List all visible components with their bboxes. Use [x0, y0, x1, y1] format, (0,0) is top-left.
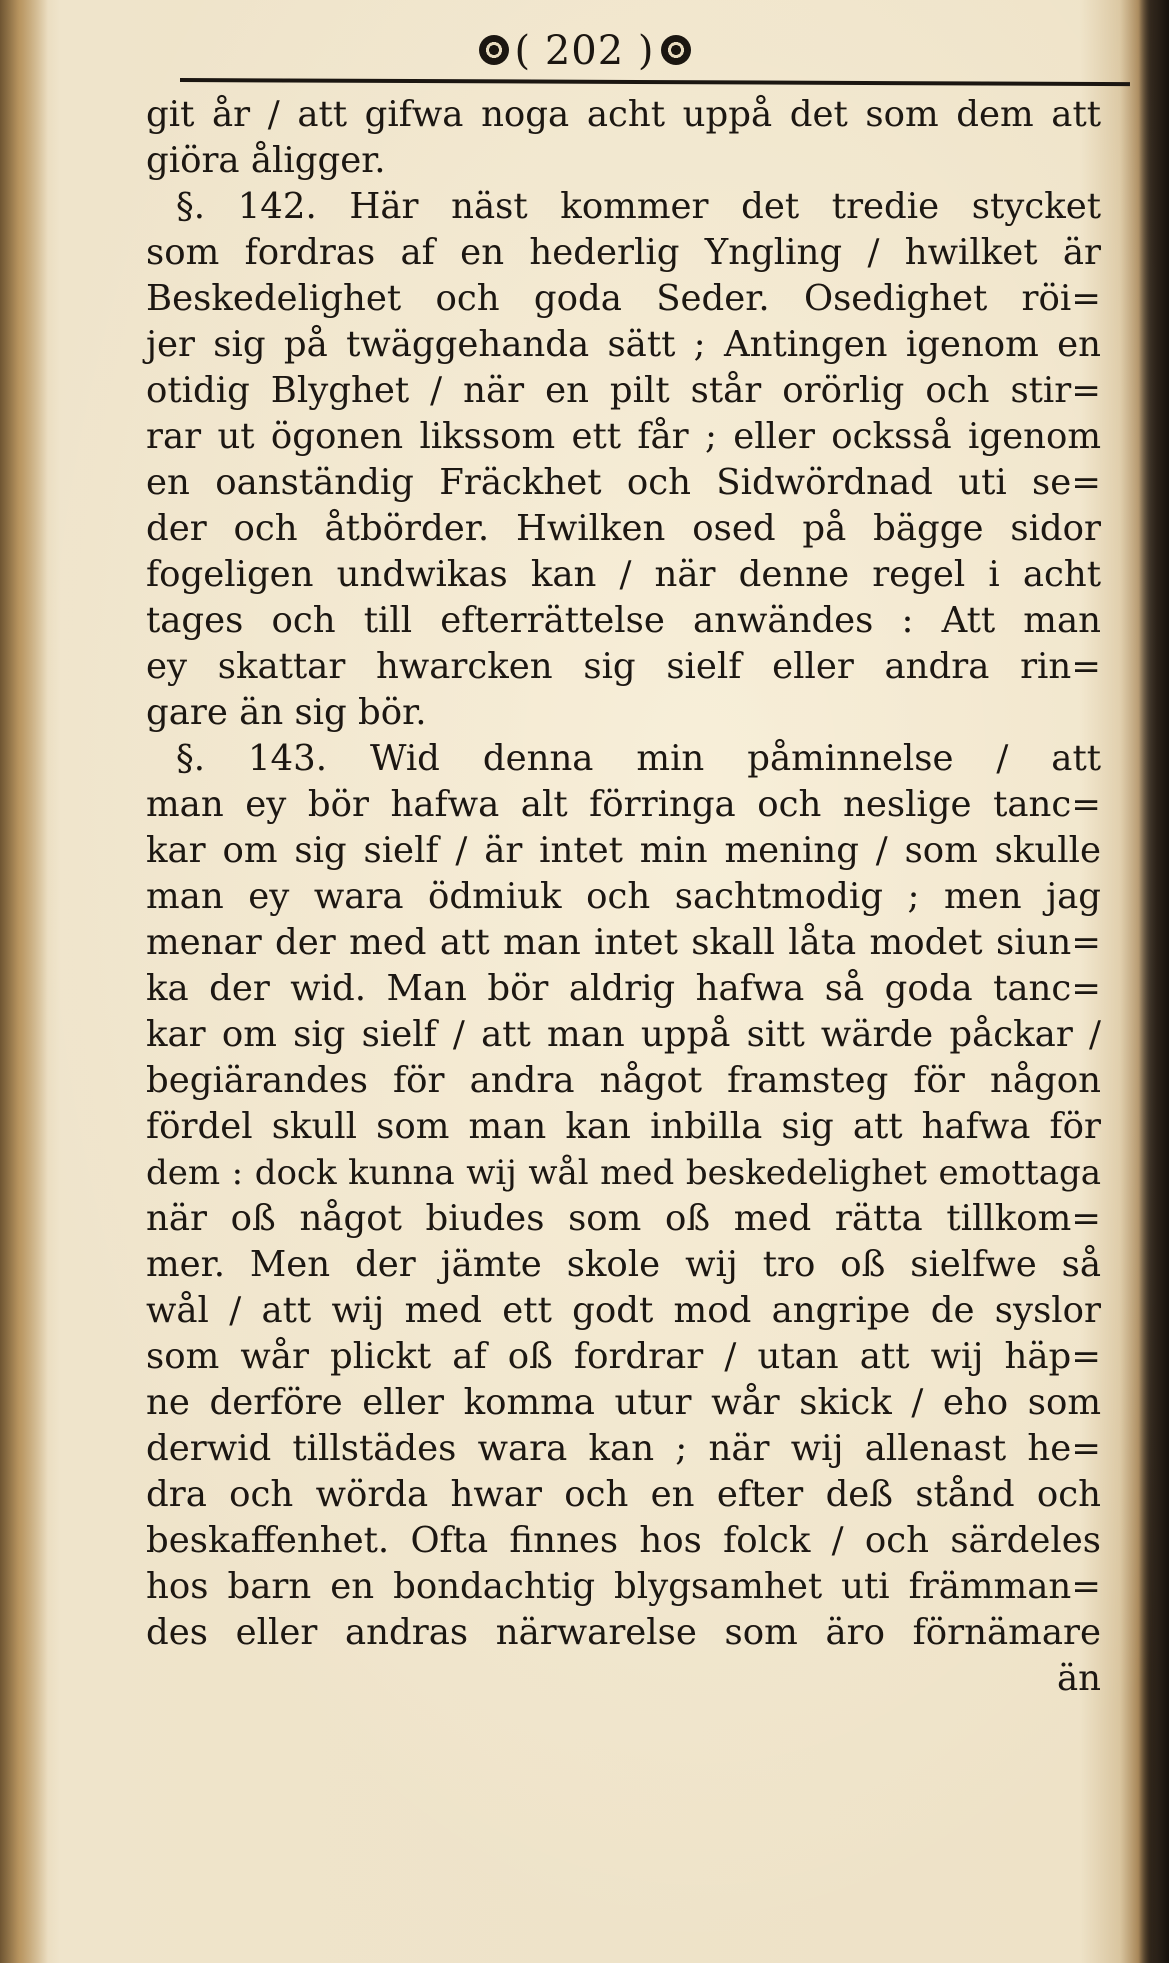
text-line: mer. Men der jämte skole wij tro oß sielfwe så [146, 1244, 1101, 1285]
text-line: der och åtbörder. Hwilken osed på bägge sidor [146, 508, 1101, 549]
text-line: otidig Blyghet / när en pilt står orörlig och stir= [146, 370, 1101, 411]
text-line: när oß något biudes som oß med rätta tillkom= [146, 1198, 1101, 1239]
header-rule [180, 78, 1130, 86]
page-header [0, 28, 1169, 74]
text-line: beskaffenhet. Ofta finnes hos folck / och särdeles [146, 1520, 1101, 1561]
text-line: hos barn en bondachtig blygsamhet uti främman= [146, 1566, 1101, 1607]
text-line: giöra åligger. [146, 140, 386, 181]
text-line: en oanständig Fräckhet och Sidwördnad uti se= [146, 462, 1101, 503]
text-line: man ey wara ödmiuk och sachtmodig ; men jag [146, 876, 1101, 917]
text-line: derwid tillstädes wara kan ; när wij allenast he= [146, 1428, 1101, 1469]
text-line: des eller andras närwarelse som äro förnämare [146, 1612, 1101, 1653]
text-line: §. 142. Här näst kommer det tredie stycket [176, 186, 1101, 227]
page-edge-shadow [1139, 0, 1169, 1963]
text-line: dem : dock kunna wij wål med beskedelighet emottaga [146, 1153, 1101, 1193]
text-line: dra och wörda hwar och en efter deß stånd och [146, 1474, 1101, 1515]
text-line: som fordras af en hederlig Yngling / hwilket är [146, 232, 1101, 273]
text-line: git år / att gifwa noga acht uppå det som dem att [146, 94, 1101, 135]
text-line: Beskedelighet och goda Seder. Osedighet röi= [146, 278, 1101, 319]
body-text [146, 92, 1101, 1702]
catchword: än [1056, 1658, 1101, 1699]
ornament-right-icon [661, 35, 691, 65]
text-line: kar om sig sielf / är intet min mening / som skulle [146, 830, 1101, 871]
text-line: tages och till efterrättelse anwändes : Att man [146, 600, 1101, 641]
text-line: rar ut ögonen likssom ett får ; eller ocksså igenom [146, 416, 1101, 457]
text-line: §. 143. Wid denna min påminnelse / att [176, 738, 1101, 779]
text-line: ne derföre eller komma utur wår skick / eho som [146, 1382, 1101, 1423]
text-line: ka der wid. Man bör aldrig hafwa så goda tanc= [146, 968, 1101, 1009]
text-line: gare än sig bör. [146, 692, 427, 733]
text-line: fördel skull som man kan inbilla sig att hafwa för [146, 1106, 1101, 1147]
text-line: som wår plickt af oß fordrar / utan att wij häp= [146, 1336, 1101, 1377]
page-number: ( 202 ) [514, 28, 655, 74]
text-line: man ey bör hafwa alt förringa och neslige tanc= [146, 784, 1101, 825]
binding-gutter [0, 0, 48, 1963]
text-line: begiärandes för andra något framsteg för någon [146, 1060, 1101, 1101]
text-line: wål / att wij med ett godt mod angripe de syslor [146, 1290, 1101, 1331]
text-line: fogeligen undwikas kan / när denne regel i acht [146, 554, 1101, 595]
text-line: menar der med att man intet skall låta modet siun= [146, 922, 1101, 963]
ornament-left-icon [479, 35, 509, 65]
text-line: kar om sig sielf / att man uppå sitt wärde påckar / [146, 1014, 1101, 1055]
text-line: ey skattar hwarcken sig sielf eller andra rin= [146, 646, 1101, 687]
text-line: jer sig på twäggehanda sätt ; Antingen igenom en [146, 324, 1101, 365]
